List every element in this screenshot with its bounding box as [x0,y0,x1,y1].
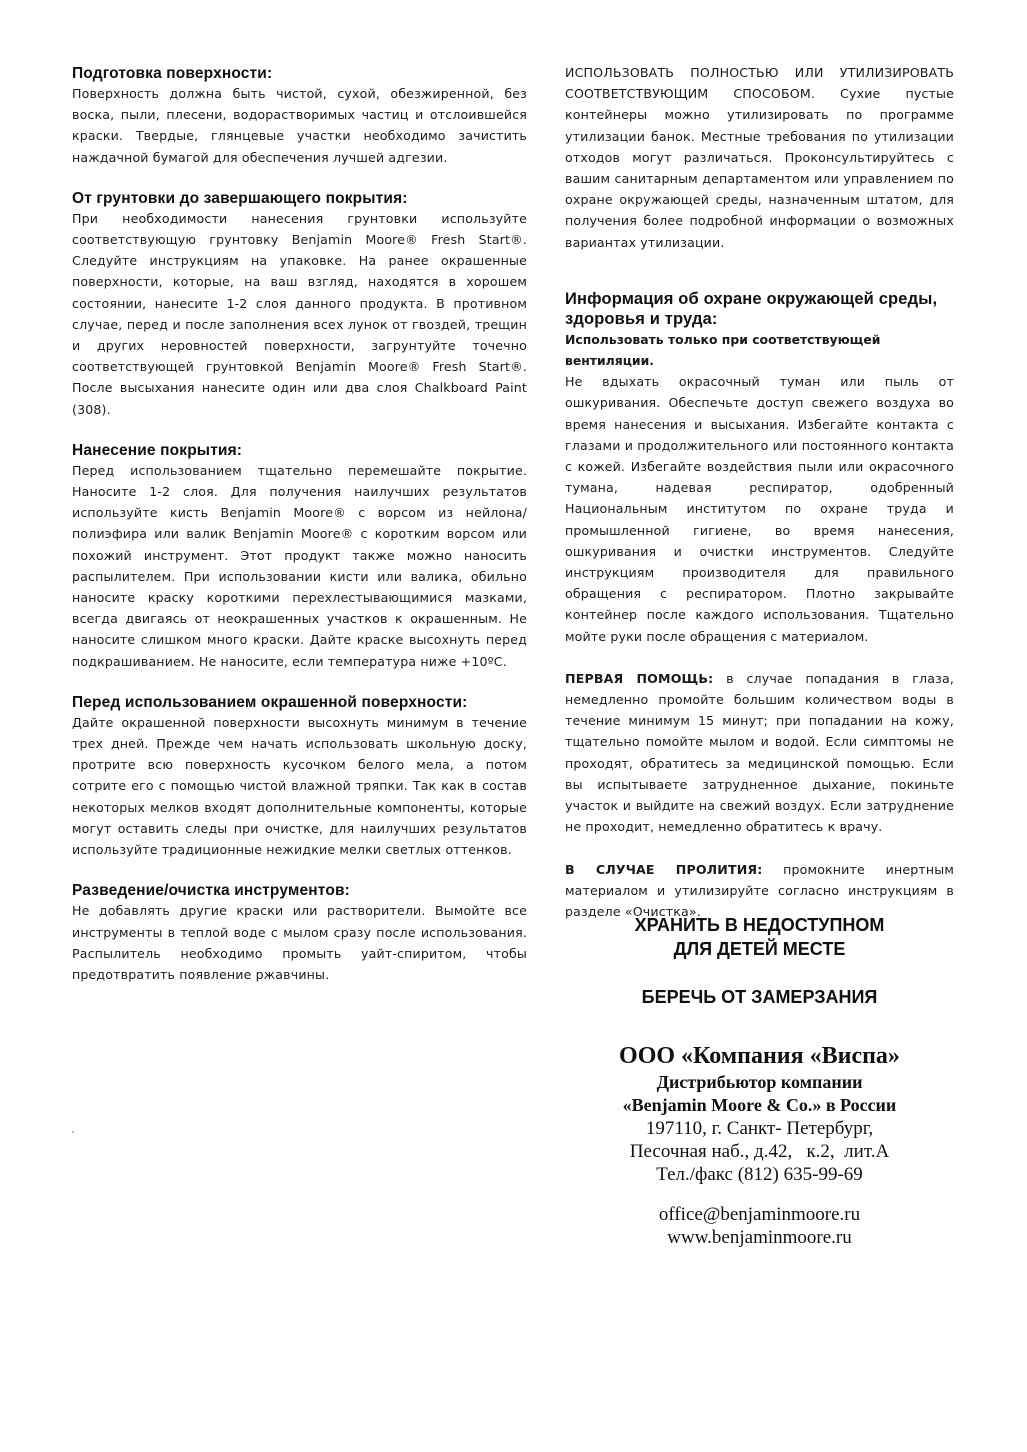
company-website[interactable]: www.benjaminmoore.ru [667,1227,852,1248]
company-phone: Тел./факс (812) 635-99-69 [656,1164,863,1185]
company-role: «Benjamin Moore & Co.» в России [622,1095,897,1115]
company-name: ООО «Компания «Виспа» [619,1043,900,1069]
company-address: Песочная наб., д.42, к.2, лит.А [629,1141,890,1162]
notice-line: ХРАНИТЬ В НЕДОСТУПНОМ [634,915,885,935]
section-body: При необходимости нанесения грунтовки используйте соответствующую грунтовку Benjamin Moore® Fresh Start®. Следуйте инструкциям на упаковке. На ранее окрашенные поверхности, которые, на ваш взгляд, находятся в хорошем состоянии, нанесите 1-2 слоя данного продукта. В противном случае, перед и после заполнения всех лунок от гвоздей, трещин и других неровностей поверхности, загрунтуйте точечно соответствующей грунтовкой Benjamin Moore® Fresh Start®. После высыхания нанесите один или два слоя Chalkboard Paint (308). [72,210,527,417]
first-aid-text [565,668,954,838]
section-surface-prep [72,64,527,168]
section-disposal [565,62,954,253]
right-column [565,62,954,943]
section-primer [72,189,527,420]
disposal-text: ИСПОЛЬЗОВАТЬ ПОЛНОСТЬЮ ИЛИ УТИЛИЗИРОВАТЬ СООТВЕТСТВУЮЩИМ СПОСОБОМ. Сухие пустые контейнеры можно утилизировать по программе утилизации банок. Местные требования по утилизации отходов могут различаться. Проконсультируйтесь с вашим санитарным департаментом или управлением по охране окружающей среды, назначенным штатом, для получения более подробной информации о возможных вариантах утилизации. [565,65,954,250]
section-application [72,441,527,672]
company-address: 197110, г. Санкт- Петербург, [645,1118,874,1139]
spill-body: промокните инертным материалом и утилизируйте согласно инструкциям в разделе «Очистка». [565,861,954,919]
company-email[interactable]: office@benjaminmoore.ru [658,1204,861,1225]
section-heading: Нанесение покрытия: [72,441,243,459]
section-heading: Перед использованием окрашенной поверхности: [72,693,468,711]
left-column [72,64,527,1006]
scan-speck [72,1131,74,1133]
section-heading: Разведение/очистка инструментов: [72,882,350,900]
freeze-notice: БЕРЕЧЬ ОТ ЗАМЕРЗАНИЯ [641,987,878,1007]
section-body: Дайте окрашенной поверхности высохнуть минимум в течение трех дней. Прежде чем начать использовать школьную доску, протрите всю поверхность кусочком белого мела, а потом сотрите его с помощью чистой влажной тряпки. Так как в состав некоторых мелков входят дополнительные компоненты, которые могут оставить следы при очистке, для наилучших результатов используйте традиционные нежидкие мелки светлых оттенков. [72,714,527,858]
section-heading: Подготовка поверхности: [72,65,273,82]
notice-line: ДЛЯ ДЕТЕЙ МЕСТЕ [673,939,846,959]
section-body: Перед использованием тщательно перемешайте покрытие. Наносите 1-2 слоя. Для получения наилучших результатов используйте кисть Benjamin Moore® с ворсом из нейлона/полиэфира или валик Benjamin Moore® с коротким ворсом или похожий инструмент. Этот продукт также можно наносить распылителем. При использовании кисти или валика, обильно наносите краску короткими перехлестывающимися мазками, всегда двигаясь от неокрашенных участков к окрашенным. Не наносите слишком много краски. Дайте краске высохнуть перед подкрашиванием. Не наносите, если температура ниже +10ºC. [72,462,527,669]
keep-away-children-notice [565,913,954,961]
ventilation-note: Использовать только при соответствующей вентиляции. [565,331,881,369]
company-role: Дистрибьютор компании [656,1072,863,1092]
section-heading: От грунтовки до завершающего покрытия: [72,189,408,207]
section-environment [565,289,954,647]
first-aid-label: ПЕРВАЯ ПОМОЩЬ: [565,670,714,686]
spill-label: В СЛУЧАЕ ПРОЛИТИЯ: [565,861,763,877]
section-heading: Информация об охране окружающей среды, здоровья и труда: [565,289,938,328]
section-body: Не добавлять другие краски или растворители. Вымойте все инструменты в теплой воде с мылом сразу после использования. Распылитель необходимо промыть уайт-спиритом, чтобы предотвратить появление ржавчины. [72,903,527,982]
first-aid-body: в случае попадания в глаза, немедленно промойте большим количеством воды в течение минимум 15 минут; при попадании на кожу, тщательно помойте мылом и водой. Если симптомы не проходят, обратитесь за медицинской помощью. Если вы испытываете затрудненное дыхание, покиньте участок и выйдите на свежий воздух. Если затруднение не проходит, немедленно обратитесь к врачу. [565,670,954,835]
section-first-aid [565,668,954,838]
section-body: Не вдыхать окрасочный туман или пыль от ошкуривания. Обеспечьте доступ свежего воздуха во время нанесения и высыхания. Избегайте контакта с глазами и продолжительного или постоянного контакта с кожей. Избегайте воздействия пыли или окрасочного тумана, надевая респиратор, одобренный Национальным институтом по охране труда и промышленной гигиене, во время нанесения, ошкуривания и очистки инструментов. Следуйте инструкциям производителя для правильного обращения с респиратором. Плотно закрывайте контейнер после каждого использования. Тщательно мойте руки после обращения с материалом. [565,374,954,644]
section-body: Поверхность должна быть чистой, сухой, обезжиренной, без воска, пыли, плесени, водорастворимых частиц и отслоившейся краски. Твердые, глянцевые участки необходимо зачистить наждачной бумагой для обеспечения лучшей адгезии. [72,86,527,165]
section-thinning-cleanup [72,881,527,985]
company-block [565,1041,954,1249]
section-before-use [72,693,527,860]
